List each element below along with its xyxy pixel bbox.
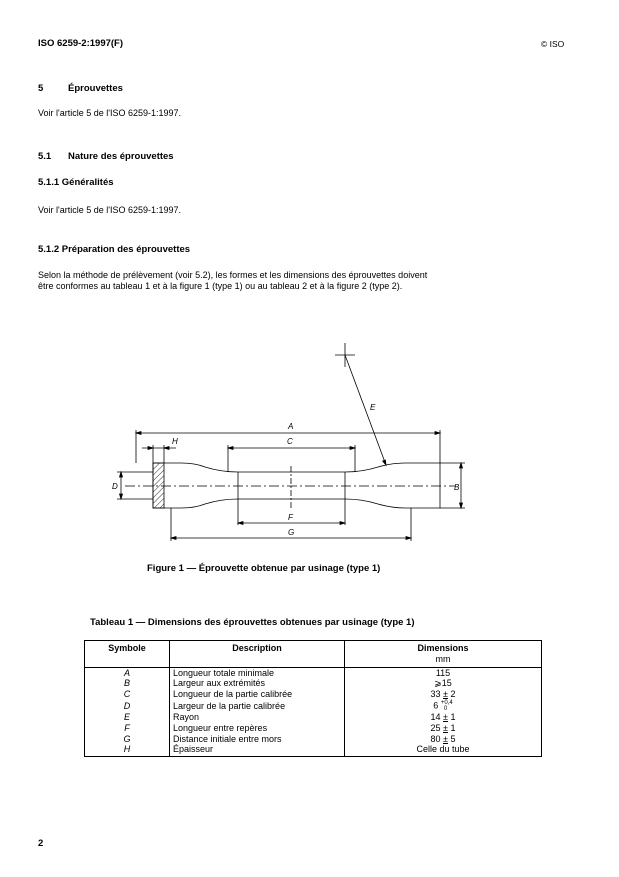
header-symbol: Symbole <box>85 641 170 654</box>
header-unit: mm <box>345 654 542 667</box>
table-row: F Longueur entre repères 25 ± 1 <box>85 723 542 734</box>
label-D: D <box>112 482 118 491</box>
table-row: H Épaisseur Celle du tube <box>85 744 542 756</box>
table-row: D Largeur de la partie calibrée 6 +0,4 0 <box>85 700 542 712</box>
section-5-1-2-title: 5.1.2 Préparation des éprouvettes <box>38 244 191 255</box>
label-H: H <box>172 437 178 446</box>
section-5-1-2-line2: être conformes au tableau 1 et à la figure 1 (type 1) ou au tableau 2 et à la figure 2 (type 2). <box>38 281 403 291</box>
header-dimensions: Dimensions <box>345 641 542 654</box>
page-number: 2 <box>38 838 44 849</box>
label-G: G <box>288 528 295 537</box>
table-row: E Rayon 14 ± 1 <box>85 712 542 723</box>
table-row: C Longueur de la partie calibrée 33 ± 2 <box>85 689 542 700</box>
section-5-1-1-text: Voir l'article 5 de l'ISO 6259-1:1997. <box>38 205 182 215</box>
copyright: © ISO <box>541 39 565 49</box>
section-5-1-2-line1: Selon la méthode de prélèvement (voir 5.2), les formes et les dimensions des éprouvettes doivent <box>38 270 428 280</box>
section-5-1-number: 5.1 <box>38 151 52 162</box>
table-row: B Largeur aux extrémités ⩾15 <box>85 678 542 689</box>
section-5-title: Éprouvettes <box>68 83 123 94</box>
dimensions-table <box>84 640 542 757</box>
table-row: A Longueur totale minimale 115 <box>85 667 542 678</box>
section-5-text: Voir l'article 5 de l'ISO 6259-1:1997. <box>38 108 182 118</box>
section-5-1-1-title: 5.1.1 Généralités <box>38 177 114 188</box>
table-row: G Distance initiale entre mors 80 ± 5 <box>85 734 542 745</box>
specimen-outline <box>153 463 440 508</box>
document-id: ISO 6259-2:1997(F) <box>38 38 124 49</box>
section-5-1-title: Nature des éprouvettes <box>68 151 174 162</box>
label-A: A <box>288 422 294 431</box>
table-caption: Tableau 1 — Dimensions des éprouvettes obtenues par usinage (type 1) <box>90 617 415 628</box>
figure-caption: Figure 1 — Éprouvette obtenue par usinage (type 1) <box>147 563 381 574</box>
thickness-hatch <box>153 463 164 508</box>
section-5-number: 5 <box>38 83 44 94</box>
label-F: F <box>288 513 293 522</box>
label-B: B <box>454 483 460 492</box>
label-C: C <box>287 437 293 446</box>
label-E: E <box>370 403 376 412</box>
header-description: Description <box>170 641 345 654</box>
